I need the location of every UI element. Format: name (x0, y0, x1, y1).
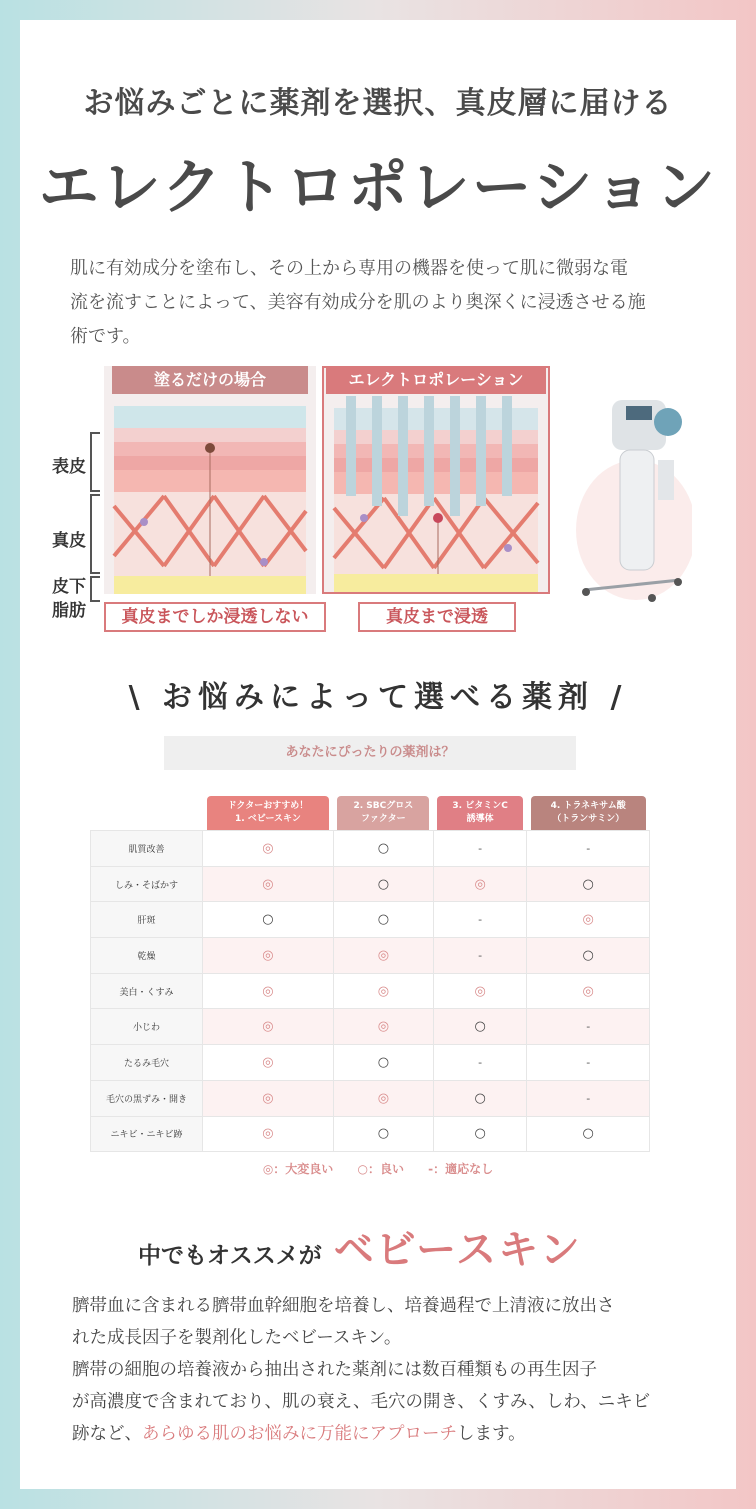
recommended-product-name: ベビースキン (333, 1227, 582, 1273)
description-text: します。 (457, 1424, 526, 1444)
rating-cell: ○ (333, 1045, 433, 1081)
caption-electroporation: 真皮まで浸透 (358, 602, 516, 632)
recommendation-heading (138, 1218, 582, 1272)
rating-cell: ◎ (203, 831, 334, 867)
rating-cell: ◎ (433, 973, 527, 1009)
layer-label-subcutaneous: 皮下 (52, 577, 86, 597)
column-header-baby-skin (203, 796, 334, 831)
table-corner (91, 796, 203, 831)
table-row (91, 1009, 650, 1045)
headline: お悩みごとに薬剤を選択、真皮層に届ける (83, 86, 673, 121)
column-header-sbc-growth-factor (333, 796, 433, 831)
column-header-line: 2. SBCグロス (353, 801, 414, 811)
rating-cell: ○ (333, 831, 433, 867)
row-label: 小じわ (91, 1009, 203, 1045)
rating-cell: ◎ (203, 1080, 334, 1116)
layer-label-fat: 脂肪 (52, 601, 86, 621)
rating-cell: - (527, 1045, 650, 1081)
treatment-comparison-table (90, 796, 650, 1152)
page-title: エレクトロポレーション (38, 153, 718, 223)
row-label: 乾燥 (91, 938, 203, 974)
row-label: たるみ毛穴 (91, 1045, 203, 1081)
description-text: 跡など、 (72, 1424, 142, 1444)
rating-cell: ◎ (333, 938, 433, 974)
rating-cell: ○ (203, 902, 334, 938)
rating-cell: ○ (333, 902, 433, 938)
layer-label-epidermis: 表皮 (52, 457, 86, 477)
bracket-epidermis (90, 432, 100, 492)
column-header-vitamin-c (433, 796, 527, 831)
rating-cell: - (527, 1009, 650, 1045)
row-label: 美白・くすみ (91, 973, 203, 1009)
panel-title-electroporation: エレクトロポレーション (326, 366, 546, 394)
column-header-line: 4. トラネキサム酸 (550, 801, 626, 811)
description-line: 臍帯の細胞の培養液から抽出された薬剤には数百種類もの再生因子 (72, 1360, 597, 1380)
rating-cell: ○ (527, 938, 650, 974)
rating-cell: - (527, 1080, 650, 1116)
description-line: 臍帯血に含まれる臍帯血幹細胞を培養し、培養過程で上清液に放出さ (72, 1296, 615, 1316)
description-line: れた成長因子を製剤化したベビースキン。 (72, 1328, 402, 1348)
table-legend (0, 1160, 756, 1177)
rating-cell: - (433, 1045, 527, 1081)
intro-line: 肌に有効成分を塗布し、その上から専用の機器を使って肌に微弱な電 (70, 258, 628, 279)
rating-cell: ○ (433, 1116, 527, 1152)
table-row (91, 1116, 650, 1152)
rating-cell: ○ (527, 1116, 650, 1152)
section-heading: \ お悩みによって選べる薬剤 / (128, 680, 628, 715)
column-header-line: 1. ベビースキン (234, 814, 301, 824)
product-description (72, 1290, 712, 1450)
description-line: が高濃度で含まれており、肌の衰え、毛穴の開き、くすみ、しわ、ニキビ (72, 1392, 651, 1412)
description-highlight: あらゆる肌のお悩みに万能にアプローチ (142, 1424, 457, 1444)
rating-cell: ◎ (433, 866, 527, 902)
legend-good: ○：良い (357, 1162, 404, 1176)
rating-cell: ○ (333, 866, 433, 902)
electroporation-machine-image (572, 380, 692, 610)
skin-diagram-electroporation (322, 366, 550, 594)
panel-title-apply-only: 塗るだけの場合 (112, 366, 308, 394)
rating-cell: - (433, 902, 527, 938)
rating-cell: - (527, 831, 650, 867)
table-row (91, 973, 650, 1009)
intro-line: 術です。 (70, 326, 141, 347)
table-row (91, 902, 650, 938)
skin-cross-section-illustration (104, 366, 316, 594)
rating-cell: ◎ (527, 973, 650, 1009)
rating-cell: ○ (433, 1080, 527, 1116)
recommendation-lead: 中でもオススメが (138, 1243, 322, 1269)
table-row (91, 831, 650, 867)
rating-cell: - (433, 831, 527, 867)
rating-cell: ◎ (203, 973, 334, 1009)
rating-cell: ○ (433, 1009, 527, 1045)
column-header-tranexamic-acid (527, 796, 650, 831)
row-label: 肌質改善 (91, 831, 203, 867)
rating-cell: ○ (333, 1116, 433, 1152)
rating-cell: ◎ (203, 1116, 334, 1152)
skin-cross-section-illustration (324, 368, 548, 592)
table-row (91, 1045, 650, 1081)
rating-cell: - (433, 938, 527, 974)
question-banner: あなたにぴったりの薬剤は？ (164, 736, 576, 770)
rating-cell: ○ (527, 866, 650, 902)
rating-cell: ◎ (527, 902, 650, 938)
column-header-tab (207, 796, 330, 830)
rating-cell: ◎ (203, 1009, 334, 1045)
rating-cell: ◎ (203, 1045, 334, 1081)
row-label: 肝斑 (91, 902, 203, 938)
column-header-line: ファクター (361, 814, 406, 824)
rating-cell: ◎ (333, 1080, 433, 1116)
column-header-line: （トランサミン） (552, 814, 625, 824)
rating-cell: ◎ (333, 973, 433, 1009)
row-label: 毛穴の黒ずみ・開き (91, 1080, 203, 1116)
caption-apply-only: 真皮までしか浸透しない (104, 602, 326, 632)
table-row (91, 1080, 650, 1116)
bracket-fat (90, 576, 100, 602)
rating-cell: ◎ (333, 1009, 433, 1045)
row-label: しみ・そばかす (91, 866, 203, 902)
column-header-tab (437, 796, 523, 830)
column-header-line: 誘導体 (466, 814, 494, 824)
layer-label-dermis: 真皮 (52, 531, 86, 551)
column-header-tab (337, 796, 429, 830)
legend-none: -：適応なし (428, 1162, 494, 1176)
table-row (91, 866, 650, 902)
bracket-dermis (90, 494, 100, 574)
rating-cell: ◎ (203, 938, 334, 974)
intro-line: 流を流すことによって、美容有効成分を肌のより奥深くに浸透させる施 (70, 292, 646, 313)
description-line (72, 1418, 712, 1450)
intro-text (70, 252, 700, 354)
skin-diagram-apply-only (104, 366, 316, 594)
column-header-tab (531, 796, 646, 830)
table-row (91, 938, 650, 974)
column-header-line: 3. ビタミンC (452, 801, 508, 811)
row-label: ニキビ・ニキビ跡 (91, 1116, 203, 1152)
column-header-line: ドクターおすすめ！ (227, 801, 309, 811)
legend-great: ◎：大変良い (262, 1162, 334, 1176)
rating-cell: ◎ (203, 866, 334, 902)
